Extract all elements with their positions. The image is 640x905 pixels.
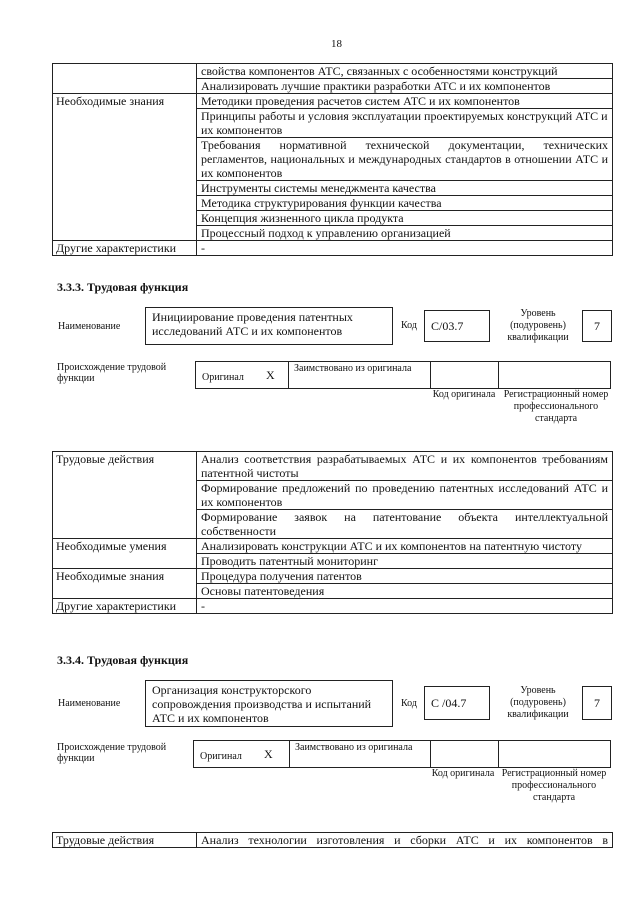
row-text: - <box>197 241 613 256</box>
code-original-caption: Код оригинала <box>432 389 496 400</box>
name-label: Наименование <box>58 321 121 332</box>
level-box: 7 <box>582 310 612 342</box>
row-text: Анализировать конструкции АТС и их компонентов на патентную чистоту <box>197 539 613 554</box>
table-row <box>53 569 613 584</box>
row-text: Методики проведения расчетов систем АТС и их компонентов <box>197 94 613 109</box>
origin-label: Происхождение трудовой функции <box>57 742 167 764</box>
level-box: 7 <box>582 686 612 720</box>
row-text: Анализ технологии изготовления и сборки АТС и их компонентов в <box>197 833 613 848</box>
name-label: Наименование <box>58 698 121 709</box>
row-label <box>53 64 197 94</box>
divider <box>288 362 289 388</box>
divider <box>430 741 431 767</box>
section-heading: 3.3.3. Трудовая функция <box>57 280 189 294</box>
original-mark: X <box>266 368 275 382</box>
registration-caption: Регистрационный номер профессионального стандарта <box>501 768 607 803</box>
row-label: Другие характеристики <box>53 241 197 256</box>
code-box: C /04.7 <box>424 686 490 720</box>
row-text: Процессный подход к управлению организацией <box>197 226 613 241</box>
original-label: Оригинал <box>200 751 242 762</box>
table-row <box>53 539 613 554</box>
borrowed-label: Заимствовано из оригинала <box>295 742 413 753</box>
row-label: Трудовые действия <box>53 833 197 848</box>
code-label: Код <box>401 320 417 331</box>
labor-function-table <box>52 451 613 614</box>
row-label: Другие характеристики <box>53 599 197 614</box>
row-text: Методика структурирования функции качества <box>197 196 613 211</box>
divider <box>498 362 499 388</box>
divider <box>289 741 290 767</box>
section-heading: 3.3.4. Трудовая функция <box>57 653 189 667</box>
row-text: Проводить патентный мониторинг <box>197 554 613 569</box>
table-row <box>53 94 613 109</box>
origin-box <box>195 361 611 389</box>
origin-box <box>193 740 611 768</box>
registration-caption: Регистрационный номер профессионального стандарта <box>503 389 609 424</box>
row-text: свойства компонентов АТС, связанных с особенностями конструкций <box>197 64 613 79</box>
table-row <box>53 833 613 848</box>
row-text: Процедура получения патентов <box>197 569 613 584</box>
table-row <box>53 241 613 256</box>
row-text: Анализировать лучшие практики разработки АТС и их компонентов <box>197 79 613 94</box>
row-text: Принципы работы и условия эксплуатации проектируемых конструкций АТС и их компонентов <box>197 109 613 138</box>
code-label: Код <box>401 698 417 709</box>
row-label: Необходимые умения <box>53 539 197 569</box>
original-mark: X <box>264 747 273 761</box>
level-label: Уровень (подуровень) квалификации <box>507 685 569 720</box>
row-text: Требования нормативной технической документации, технических регламентов, национальных и международных стандартов в отношении АТС и их компонентов <box>197 138 613 181</box>
row-label: Необходимые знания <box>53 569 197 599</box>
original-label: Оригинал <box>202 372 244 383</box>
row-text: Основы патентоведения <box>197 584 613 599</box>
table-row <box>53 64 613 79</box>
function-name-box: Организация конструкторского сопровождения производства и испытаний АТС и их компонентов <box>145 680 393 727</box>
row-text: Анализ соответствия разрабатываемых АТС и их компонентов требованиям патентной чистоты <box>197 452 613 481</box>
code-original-caption: Код оригинала <box>431 768 495 779</box>
table-row <box>53 599 613 614</box>
row-text: Инструменты системы менеджмента качества <box>197 181 613 196</box>
row-label: Необходимые знания <box>53 94 197 241</box>
row-text: Формирование предложений по проведению патентных исследований АТС и их компонентов <box>197 481 613 510</box>
knowledge-table-continued <box>52 63 613 256</box>
page-number: 18 <box>331 38 342 50</box>
function-name-box: Инициирование проведения патентных исследований АТС и их компонентов <box>145 307 393 345</box>
row-text: - <box>197 599 613 614</box>
row-text: Формирование заявок на патентование объекта интеллектуальной собственности <box>197 510 613 539</box>
code-box: C/03.7 <box>424 310 490 342</box>
table-row <box>53 452 613 481</box>
level-label: Уровень (подуровень) квалификации <box>507 308 569 343</box>
borrowed-label: Заимствовано из оригинала <box>294 363 412 374</box>
row-label: Трудовые действия <box>53 452 197 539</box>
divider <box>430 362 431 388</box>
labor-function-table <box>52 832 613 848</box>
divider <box>498 741 499 767</box>
row-text: Концепция жизненного цикла продукта <box>197 211 613 226</box>
origin-label: Происхождение трудовой функции <box>57 362 167 384</box>
